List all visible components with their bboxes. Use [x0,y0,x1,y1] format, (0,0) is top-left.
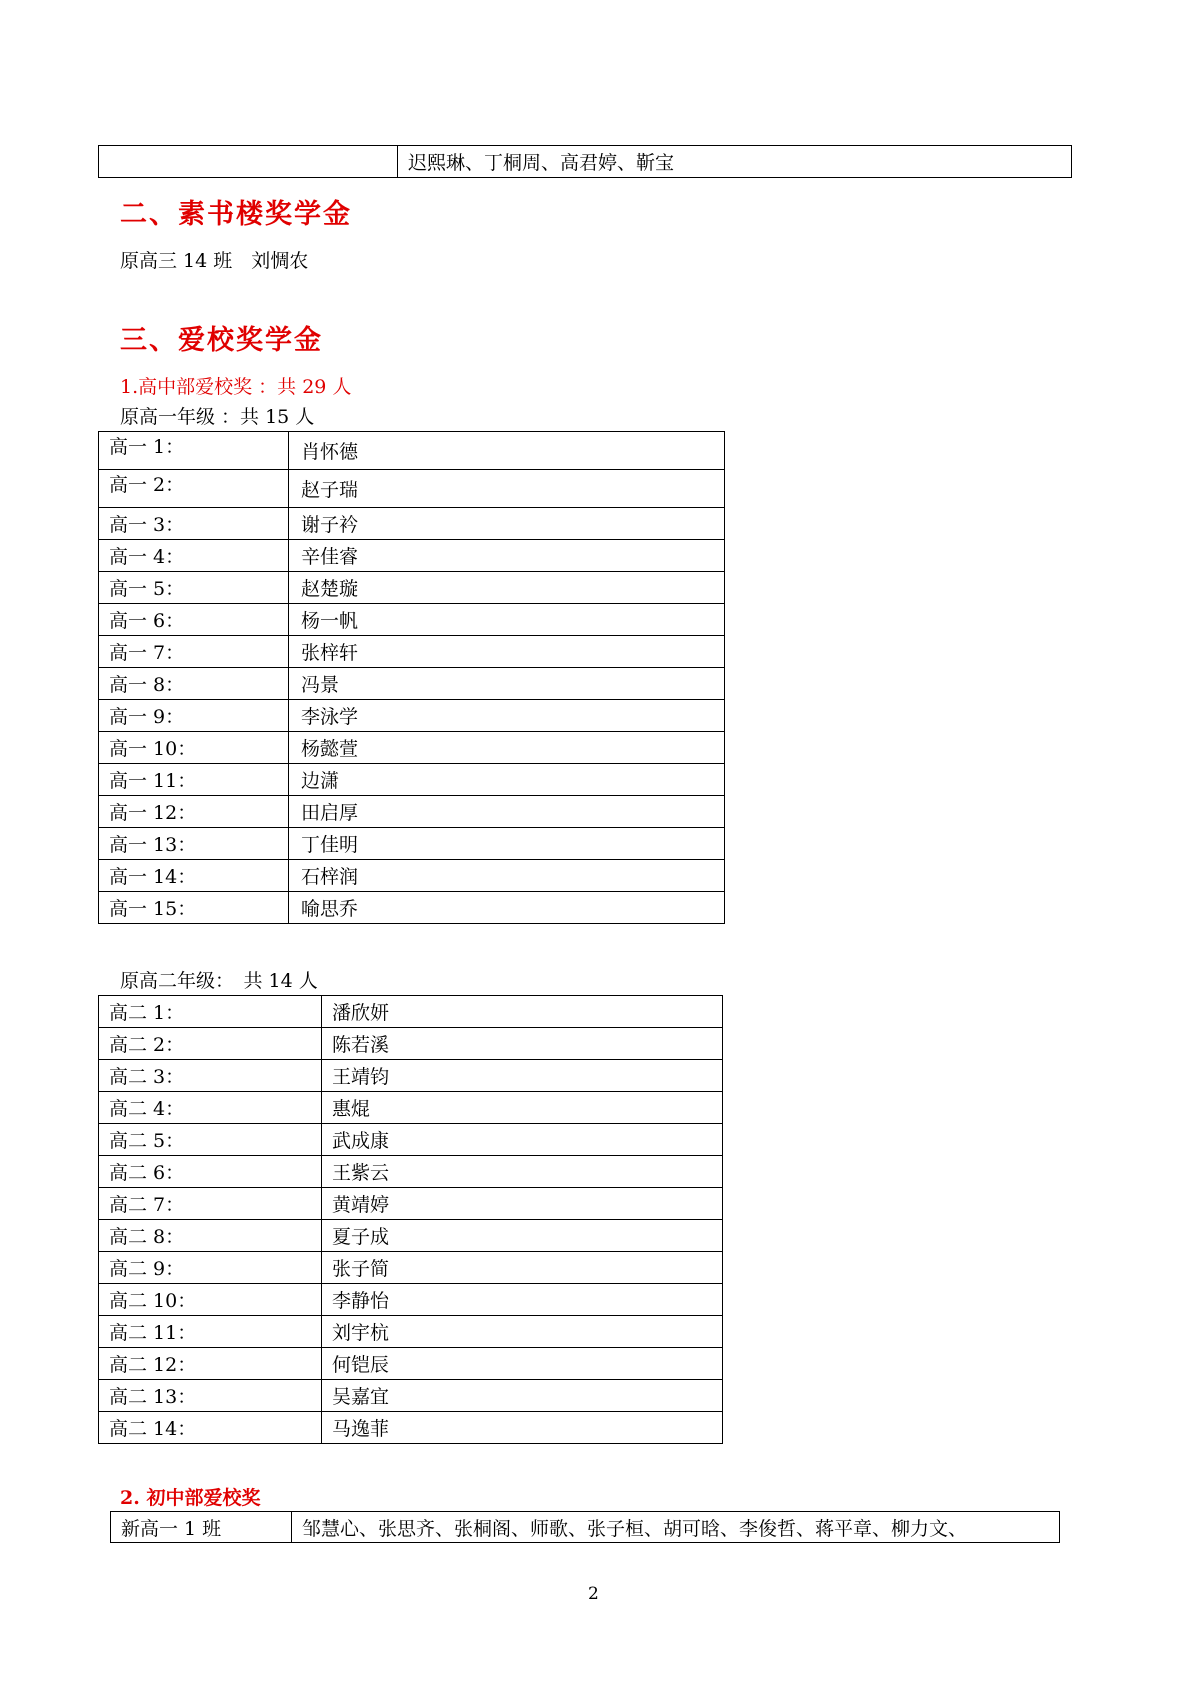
table-row [99,1316,723,1348]
name-cell: 张梓轩 [289,636,725,668]
name-cell: 边潇 [289,764,725,796]
name-cell: 王紫云 [322,1156,723,1188]
name-cell: 杨懿萱 [289,732,725,764]
section3-sub2: 2. 初中部爱校奖 [120,1487,261,1509]
table-row [99,700,725,732]
page-number: 2 [588,1584,599,1604]
name-cell: 吴嘉宜 [322,1380,723,1412]
table-row [99,540,725,572]
class-cell: 高一 3： [99,508,289,540]
class-cell: 高二 6： [99,1156,322,1188]
grade1-table [98,431,725,924]
table-row [99,1092,723,1124]
table-row [99,764,725,796]
table-row [99,1348,723,1380]
class-cell: 高二 3： [99,1060,322,1092]
name-cell: 夏子成 [322,1220,723,1252]
name-cell: 喻思乔 [289,892,725,924]
section3-sub1: 1.高中部爱校奖 ：共 29 人 [120,376,352,398]
class-cell: 高二 4： [99,1092,322,1124]
name-cell: 潘欣妍 [322,996,723,1028]
name-cell: 辛佳睿 [289,540,725,572]
class-cell: 高二 10： [99,1284,322,1316]
name-cell: 刘宇杭 [322,1316,723,1348]
class-cell: 高一 14： [99,860,289,892]
name-cell: 李静怡 [322,1284,723,1316]
top-table-right: 迟熙琳、丁桐周、高君婷、靳宝 [398,146,1072,178]
class-cell: 高一 2： [99,470,289,508]
table-row [99,796,725,828]
top-table [98,145,1072,178]
class-cell: 高一 13： [99,828,289,860]
class-cell: 高一 5： [99,572,289,604]
name-cell: 惠焜 [322,1092,723,1124]
name-cell: 石梓润 [289,860,725,892]
name-cell: 冯景 [289,668,725,700]
section2-line: 原高三 14 班 刘惆农 [120,250,309,272]
name-cell: 肖怀德 [289,432,725,470]
class-cell: 高一 1： [99,432,289,470]
table-row [99,1028,723,1060]
section3-title: 三、爱校奖学金 [120,325,323,356]
table-row [99,508,725,540]
class-cell: 高一 4： [99,540,289,572]
class-cell: 高二 2： [99,1028,322,1060]
table-row [99,1156,723,1188]
name-cell: 张子简 [322,1252,723,1284]
table-row [99,1124,723,1156]
class-cell: 高二 7： [99,1188,322,1220]
class-cell: 高二 13： [99,1380,322,1412]
class-cell: 高二 14： [99,1412,322,1444]
name-cell: 田启厚 [289,796,725,828]
name-cell: 杨一帆 [289,604,725,636]
class-cell: 高一 8： [99,668,289,700]
table-row [99,1220,723,1252]
table-row [99,828,725,860]
table-row [99,1252,723,1284]
table-row [99,470,725,508]
class-cell: 高一 9： [99,700,289,732]
class-cell: 高一 15： [99,892,289,924]
table-row [99,860,725,892]
name-cell: 谢子衿 [289,508,725,540]
junior-names: 邹慧心、张思齐、张桐阁、师歌、张子桓、胡可晗、李俊哲、蒋平章、柳力文、 [292,1512,1060,1543]
class-cell: 高二 5： [99,1124,322,1156]
class-cell: 高一 6： [99,604,289,636]
class-cell: 高二 1： [99,996,322,1028]
name-cell: 何铠辰 [322,1348,723,1380]
table-row [99,1380,723,1412]
class-cell: 高二 11： [99,1316,322,1348]
class-cell: 高一 10： [99,732,289,764]
junior-table [110,1511,1060,1543]
name-cell: 黄靖婷 [322,1188,723,1220]
name-cell: 丁佳明 [289,828,725,860]
name-cell: 马逸菲 [322,1412,723,1444]
table-row [99,604,725,636]
table-row [99,1412,723,1444]
name-cell: 陈若溪 [322,1028,723,1060]
g1-heading: 原高一年级 ：共 15 人 [120,406,315,428]
top-table-left [99,146,398,178]
table-row [99,668,725,700]
table-row [99,636,725,668]
name-cell: 赵楚璇 [289,572,725,604]
table-row [99,432,725,470]
class-cell: 高一 12： [99,796,289,828]
table-row [99,1188,723,1220]
table-row [99,1060,723,1092]
table-row [99,996,723,1028]
name-cell: 武成康 [322,1124,723,1156]
name-cell: 赵子瑞 [289,470,725,508]
table-row [99,732,725,764]
grade2-table [98,995,723,1444]
junior-class: 新高一 1 班 [111,1512,292,1543]
g2-heading: 原高二年级： 共 14 人 [120,970,318,992]
class-cell: 高二 12： [99,1348,322,1380]
class-cell: 高一 11： [99,764,289,796]
table-row [99,1284,723,1316]
class-cell: 高一 7： [99,636,289,668]
name-cell: 李泳学 [289,700,725,732]
name-cell: 王靖钧 [322,1060,723,1092]
section2-title: 二、素书楼奖学金 [120,199,352,230]
table-row [99,572,725,604]
class-cell: 高二 8： [99,1220,322,1252]
table-row [99,892,725,924]
class-cell: 高二 9： [99,1252,322,1284]
